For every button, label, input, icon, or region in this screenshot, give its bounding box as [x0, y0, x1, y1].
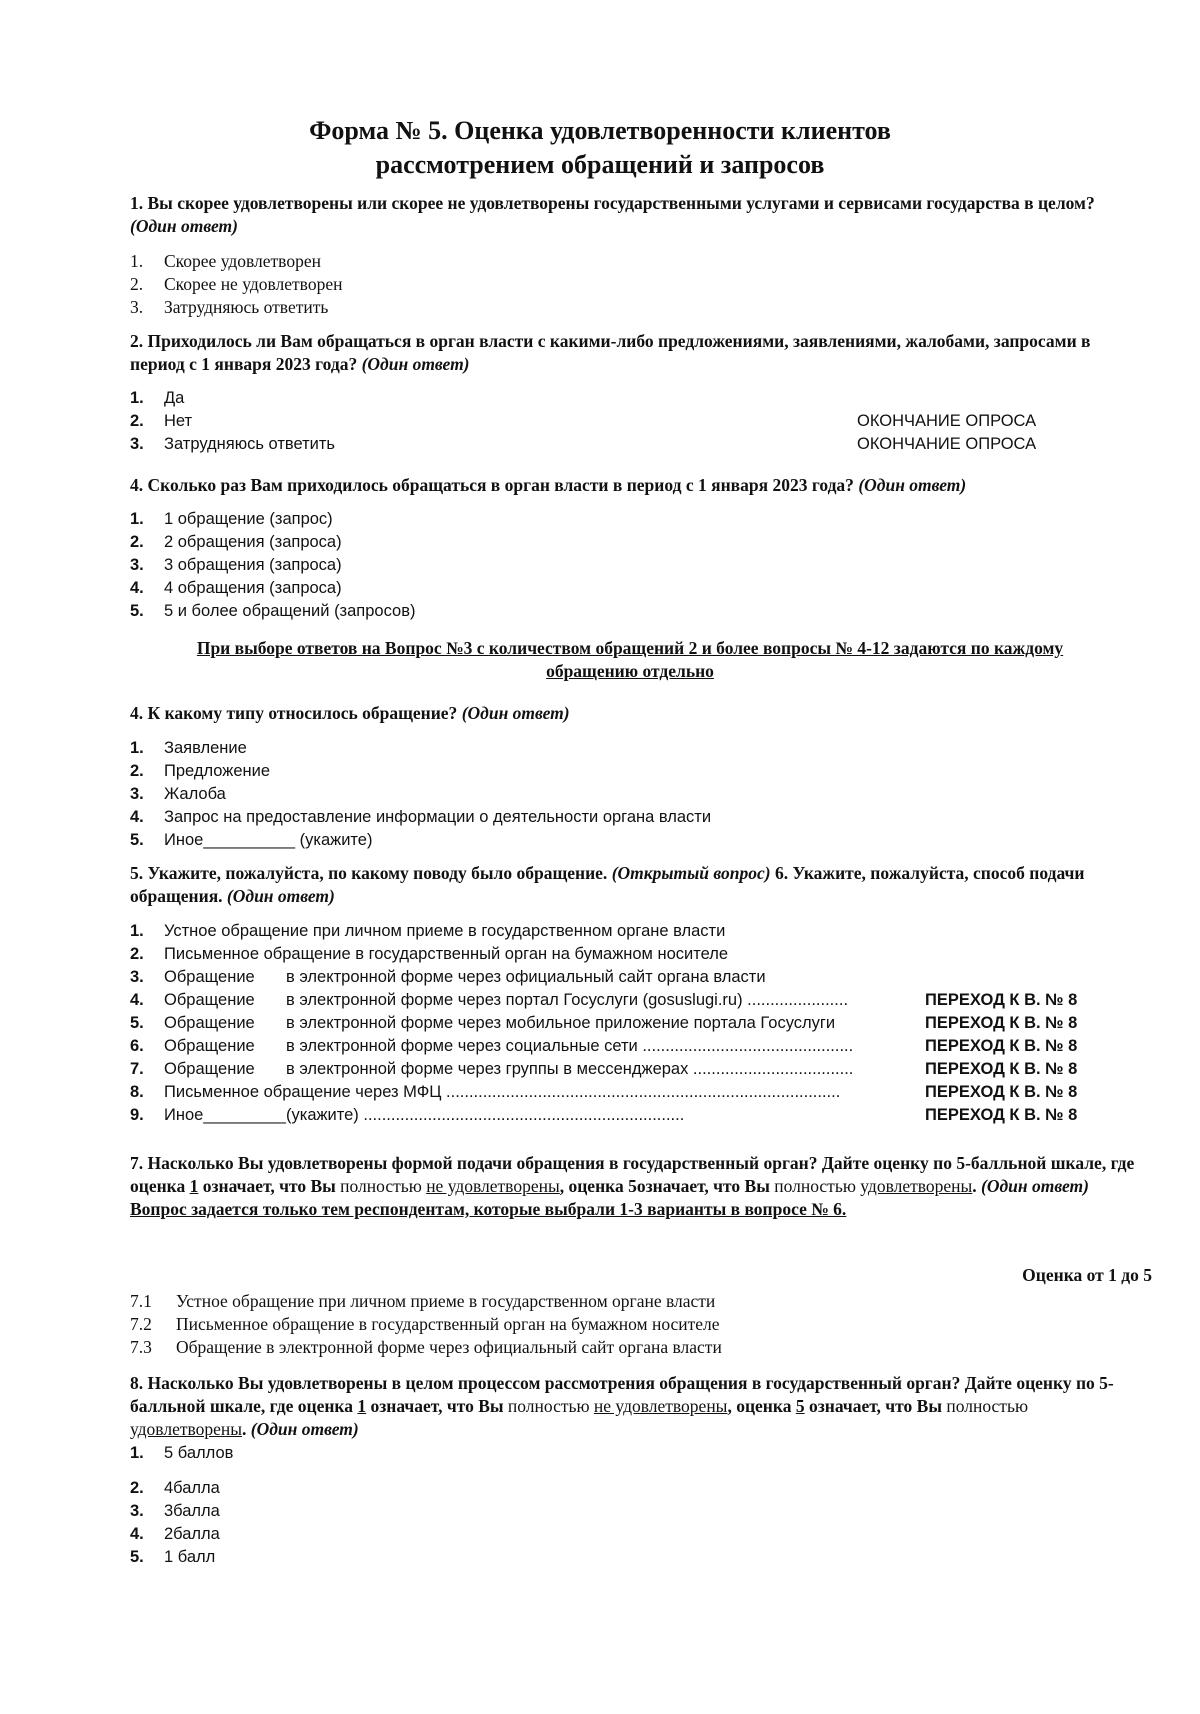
- question-5-6: [130, 862, 1135, 908]
- question-5-note: (Открытый вопрос): [611, 863, 771, 883]
- q4-option-3[interactable]: 3. Жалоба: [130, 785, 226, 803]
- question-4-options: [130, 737, 711, 852]
- question-3-options: [130, 508, 415, 623]
- q6-option-4[interactable]: 4. Обращение в электронной форме через портал Госуслуги (gosuslugi.ru) ...................... ПЕРЕХОД К В. № 8: [130, 989, 853, 1012]
- question-1: [130, 192, 1135, 238]
- q3-option-4[interactable]: 4. 4 обращения (запроса): [130, 579, 342, 597]
- question-4-text: 4. К какому типу относилось обращение?: [130, 703, 458, 723]
- q6-option-6[interactable]: 6. Обращение в электронной форме через социальные сети .............................................. ПЕРЕХОД К В. № 8: [130, 1035, 853, 1058]
- q1-option-3[interactable]: 3. Затрудняюсь ответить: [130, 297, 329, 317]
- q6-option-1[interactable]: 1. Устное обращение при личном приеме в государственном органе власти: [130, 922, 726, 940]
- q2-option-2[interactable]: 2. Нет: [130, 412, 193, 430]
- q2-option-3[interactable]: 3. Затрудняюсь ответить: [130, 435, 336, 453]
- question-1-text: 1. Вы скорее удовлетворены или скорее не удовлетворены государственными услугами и сервисами государства в целом?: [130, 193, 1095, 213]
- q1-option-2[interactable]: 2. Скорее не удовлетворен: [130, 274, 343, 294]
- question-7: 7. Насколько Вы удовлетворены формой подачи обращения в государственный орган? Дайте оценку по 5-балльной шкале, где оценка 1 означает, что Вы полностью не удовлетворены, оценка 5означает, что Вы полностью удовлетворены. (Один ответ) Вопрос задается только тем респондентам, которые выбрали 1-3 варианты в вопросе № 6.: [130, 1153, 1135, 1219]
- q6-option-5[interactable]: 5. Обращение в электронной форме через мобильное приложение портала Госуслуги ПЕРЕХОД К В. № 8: [130, 1012, 853, 1035]
- q2-option-1[interactable]: 1. Да: [130, 389, 185, 407]
- q3-option-3[interactable]: 3. 3 обращения (запроса): [130, 556, 342, 574]
- q6-jump-7: ПЕРЕХОД К В. № 8: [925, 1060, 1078, 1078]
- q2-end-note-2: ОКОНЧАНИЕ ОПРОСА: [857, 412, 1037, 430]
- question-5-text: 5. Укажите, пожалуйста, по какому поводу было обращение.: [130, 863, 608, 883]
- q7-item-3[interactable]: 7.3 Обращение в электронной форме через официальный сайт органа власти: [130, 1337, 722, 1357]
- score-header: Оценка от 1 до 5: [1022, 1265, 1152, 1285]
- q7-item-1[interactable]: 7.1 Устное обращение при личном приеме в государственном органе власти: [130, 1291, 716, 1311]
- q4-option-2[interactable]: 2. Предложение: [130, 762, 271, 780]
- q6-jump-6: ПЕРЕХОД К В. № 8: [925, 1037, 1078, 1055]
- q4-option-1[interactable]: 1. Заявление: [130, 739, 247, 757]
- q3-option-1[interactable]: 1. 1 обращение (запрос): [130, 510, 333, 528]
- question-8: 8. Насколько Вы удовлетворены в целом процессом рассмотрения обращения в государственный орган? Дайте оценку по 5-балльной шкале, где оценка 1 означает, что Вы полностью не удовлетворены, оценка 5 означает, что Вы полностью удовлетворены. (Один ответ): [130, 1373, 1114, 1439]
- question-3-note: (Один ответ): [858, 475, 967, 495]
- question-2: [130, 330, 1135, 376]
- question-7-filter: Вопрос задается только тем респондентам, которые выбрали 1-3 варианты в вопросе № 6.: [130, 1199, 847, 1219]
- q1-option-1[interactable]: 1. Скорее удовлетворен: [130, 251, 321, 271]
- question-7-items: [130, 1290, 722, 1359]
- q6-option-9[interactable]: 9. Иное_________(укажите) ...................................................................... ПЕРЕХОД К В. № 8: [130, 1104, 853, 1127]
- q6-option-8[interactable]: 8. Письменное обращение через МФЦ ...................................................................................... ПЕРЕХОД К В. № 8: [130, 1081, 853, 1104]
- question-2-text: 2. Приходилось ли Вам обращаться в орган власти с какими-либо предложениями, заявлениями, жалобами, запросами в период с 1 января 2023 года?: [130, 331, 1091, 374]
- question-2-options: [130, 387, 335, 456]
- form-title-line1: Форма № 5. Оценка удовлетворенности клиентов: [309, 116, 891, 145]
- q8-option-1[interactable]: 1. 5 баллов: [130, 1444, 234, 1462]
- q6-jump-4: ПЕРЕХОД К В. № 8: [925, 991, 1078, 1009]
- question-1-options: [130, 250, 342, 319]
- question-3: [130, 474, 1135, 497]
- question-8-options: [130, 1477, 220, 1569]
- q7-item-2[interactable]: 7.2 Письменное обращение в государственный орган на бумажном носителе: [130, 1314, 720, 1334]
- multi-appeal-notice: При выборе ответов на Вопрос №3 с количеством обращений 2 и более вопросы № 4-12 задаются по каждому обращению отдельно: [196, 638, 1064, 681]
- question-2-note: (Один ответ): [361, 354, 470, 374]
- q6-option-7[interactable]: 7. Обращение в электронной форме через группы в мессенджерах ................................... ПЕРЕХОД К В. № 8: [130, 1058, 853, 1081]
- q8-option-3[interactable]: 3. 3балла: [130, 1502, 220, 1520]
- question-4-note: (Один ответ): [461, 703, 570, 723]
- q6-option-2[interactable]: 2. Письменное обращение в государственный орган на бумажном носителе: [130, 945, 729, 963]
- question-6-options: [130, 920, 1078, 1127]
- q6-jump-8: ПЕРЕХОД К В. № 8: [925, 1083, 1078, 1101]
- q6-jump-9: ПЕРЕХОД К В. № 8: [925, 1106, 1078, 1124]
- q6-option-3[interactable]: 3. Обращение в электронной форме через официальный сайт органа власти: [130, 968, 766, 986]
- question-6-text: 6. Укажите, пожалуйста, способ подачи обращения.: [130, 863, 1085, 906]
- question-4: [130, 702, 1135, 725]
- question-6-note: (Один ответ): [226, 886, 335, 906]
- question-8-options-first: [130, 1442, 233, 1465]
- q8-option-2[interactable]: 2. 4балла: [130, 1479, 220, 1497]
- q8-option-4[interactable]: 4. 2балла: [130, 1525, 220, 1543]
- question-1-note: (Один ответ): [130, 216, 238, 236]
- q4-option-5[interactable]: 5. Иное__________ (укажите): [130, 831, 373, 849]
- form-title-line2: рассмотрением обращений и запросов: [375, 150, 825, 179]
- question-3-text: 4. Сколько раз Вам приходилось обращаться в орган власти в период с 1 января 2023 года?: [130, 475, 854, 495]
- q8-option-5[interactable]: 5. 1 балл: [130, 1548, 216, 1566]
- q2-end-note-3: ОКОНЧАНИЕ ОПРОСА: [857, 435, 1037, 453]
- q4-option-4[interactable]: 4. Запрос на предоставление информации о деятельности органа власти: [130, 808, 712, 826]
- q3-option-5[interactable]: 5. 5 и более обращений (запросов): [130, 602, 416, 620]
- q6-jump-5: ПЕРЕХОД К В. № 8: [925, 1014, 1078, 1032]
- q3-option-2[interactable]: 2. 2 обращения (запроса): [130, 533, 342, 551]
